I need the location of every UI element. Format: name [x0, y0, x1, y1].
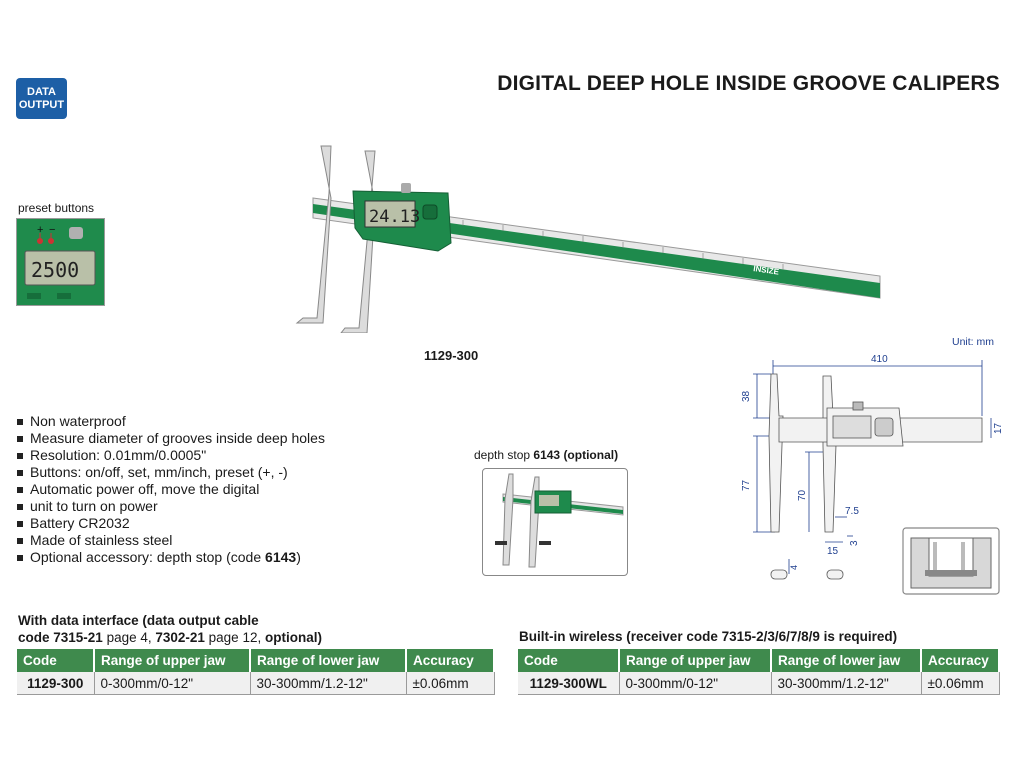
feature-item: Non waterproof: [16, 413, 325, 430]
col-code: Code: [518, 649, 619, 672]
spec-table-right: [518, 649, 1000, 695]
table-row: [518, 672, 999, 695]
table-left-note-line1: With data interface (data output cable: [18, 613, 259, 628]
cell-accuracy: ±0.06mm: [406, 672, 494, 695]
dim-tip: 7.5: [845, 506, 859, 517]
table-row: [17, 672, 494, 695]
depth-stop-illustration: [483, 469, 627, 575]
depth-stop-code: 6143: [533, 448, 561, 462]
col-upper: Range of upper jaw: [94, 649, 250, 672]
cell-lower: 30-300mm/1.2-12": [250, 672, 406, 695]
caliper-illustration: [283, 143, 883, 333]
feature-item: Battery CR2032: [16, 515, 325, 532]
accessory-code: 6143: [265, 549, 297, 565]
feature-item: [16, 549, 325, 566]
cell-upper: 0-300mm/0-12": [619, 672, 771, 695]
dim-total: 410: [871, 354, 888, 365]
preset-minus: −: [49, 224, 56, 236]
accessory-text: Optional accessory: depth stop (code: [30, 549, 266, 565]
features-list: [16, 413, 325, 566]
dim-tip-width: 4: [789, 564, 799, 570]
data-output-badge: [16, 78, 67, 119]
feature-item: Automatic power off, move the digital: [16, 481, 325, 498]
preset-plus: +: [37, 224, 44, 236]
preset-buttons-image: [16, 218, 105, 306]
model-number: 1129-300: [424, 348, 479, 363]
badge-line2: OUTPUT: [18, 98, 65, 111]
table-header-row: [17, 649, 494, 672]
dim-upper: 38: [741, 390, 752, 402]
col-lower: Range of lower jaw: [250, 649, 406, 672]
col-code: Code: [17, 649, 94, 672]
table-left-note-line2: code 7315-21 page 4, 7302-21 page 12, optional): [18, 630, 322, 645]
badge-line1: DATA: [27, 85, 56, 98]
preset-display-icon: [17, 219, 104, 305]
unit-label: Unit: mm: [952, 336, 994, 348]
preset-lcd-value: 2500: [31, 258, 80, 282]
depth-stop-photo: [482, 468, 628, 576]
dim-beam: 17: [993, 422, 1004, 434]
table-right-note: Built-in wireless (receiver code 7315-2/3/6/7/8/9 is required): [519, 629, 898, 644]
col-accuracy: Accuracy: [921, 649, 999, 672]
cell-accuracy: ±0.06mm: [921, 672, 999, 695]
technical-drawing: [735, 346, 1005, 598]
preset-buttons-label: preset buttons: [18, 201, 95, 215]
depth-stop-prefix: depth stop: [474, 448, 534, 462]
feature-item: Measure diameter of grooves inside deep holes: [16, 430, 325, 447]
brand-logo: INSIZE: [752, 264, 780, 277]
accessory-close: ): [296, 549, 301, 565]
feature-item: Resolution: 0.01mm/0.0005": [16, 447, 325, 464]
feature-item: Made of stainless steel: [16, 532, 325, 549]
depth-stop-optional: (optional): [563, 448, 619, 462]
caliper-photo: [283, 143, 883, 333]
caliper-lcd-value: 24.13: [369, 207, 421, 227]
cell-lower: 30-300mm/1.2-12": [771, 672, 921, 695]
cell-upper: 0-300mm/0-12": [94, 672, 250, 695]
dim-width: 15: [827, 546, 839, 557]
table-left-note: [18, 612, 322, 646]
col-lower: Range of lower jaw: [771, 649, 921, 672]
dim-thickness: 3: [849, 540, 860, 546]
dimension-drawing: [735, 346, 1005, 598]
cell-code: 1129-300: [17, 672, 94, 695]
feature-item: Buttons: on/off, set, mm/inch, preset (+, -): [16, 464, 325, 481]
dim-lower-full: 77: [741, 479, 752, 491]
table-header-row: [518, 649, 999, 672]
spec-table-left: [17, 649, 495, 695]
page-title: DIGITAL DEEP HOLE INSIDE GROOVE CALIPERS: [497, 72, 1000, 95]
feature-item-continued: unit to turn on power: [16, 498, 325, 515]
col-upper: Range of upper jaw: [619, 649, 771, 672]
depth-stop-label: [474, 448, 618, 462]
cell-code: 1129-300WL: [518, 672, 619, 695]
col-accuracy: Accuracy: [406, 649, 494, 672]
dim-lower: 70: [797, 489, 808, 501]
